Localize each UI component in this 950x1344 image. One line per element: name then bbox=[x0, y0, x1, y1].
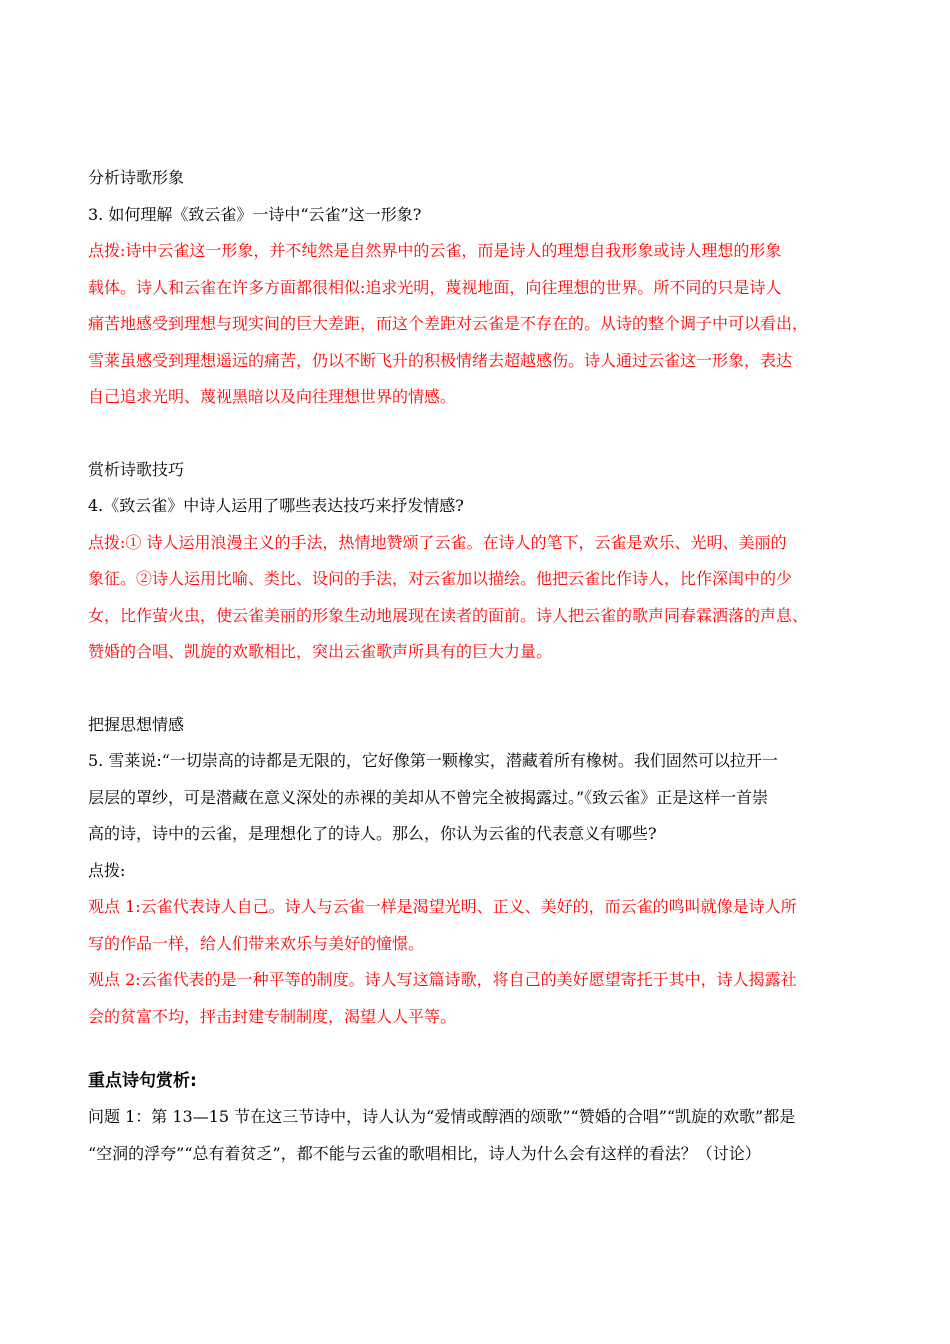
answer-line: 点拨:诗中云雀这一形象，并不纯然是自然界中的云雀，而是诗人的理想自我形象或诗人理想的形象 bbox=[88, 241, 782, 260]
answer-line: 女，比作萤火虫，使云雀美丽的形象生动地展现在读者的面前。诗人把云雀的歌声同春霖洒落的声息、 bbox=[88, 605, 809, 625]
question-text: 3. 如何理解《致云雀》一诗中“云雀”这一形象? bbox=[88, 204, 422, 224]
spacer bbox=[88, 671, 868, 707]
answer-line: 雪莱虽感受到理想遥远的痛苦，仍以不断飞升的积极情绪去超越感伤。诗人通过云雀这一形象，表达 bbox=[88, 350, 793, 370]
answer-line: 赞婚的合唱、凯旋的欢歌相比，突出云雀歌声所具有的巨大力量。 bbox=[88, 642, 553, 661]
question-line: 层层的罩纱，可是潜藏在意义深处的赤裸的美却从不曾完全被揭露过。”《致云雀》正是这样一首崇 bbox=[88, 787, 769, 807]
hint-label: 点拨: bbox=[88, 860, 126, 880]
section-heading: 分析诗歌形象 bbox=[88, 168, 185, 187]
question-line: “空洞的浮夸”“总有着贫乏”，都不能与云雀的歌唱相比，诗人为什么会有这样的看法？（讨论） bbox=[88, 1143, 761, 1163]
viewpoint-1-line: 写的作品一样，给人们带来欢乐与美好的憧憬。 bbox=[88, 933, 425, 953]
viewpoint-2-line: 观点 2:云雀代表的是一种平等的制度。诗人写这篇诗歌，将自己的美好愿望寄托于其中，诗人揭露社 bbox=[88, 970, 797, 989]
question-line: 5. 雪莱说:“一切崇高的诗都是无限的，它好像第一颗橡实，潜藏着所有橡树。我们固然可以拉开一 bbox=[88, 751, 778, 770]
question-line: 问题 1：第 13—15 节在这三节诗中，诗人认为“爱情或醇酒的颂歌”“赞婚的合唱”“凯旋的欢歌”都是 bbox=[88, 1107, 796, 1126]
viewpoint-1-line: 观点 1:云雀代表诗人自己。诗人与云雀一样是渴望光明、正义、美好的，而云雀的鸣叫就像是诗人所 bbox=[88, 897, 797, 916]
key-lines-heading: 重点诗句赏析: bbox=[88, 1071, 197, 1091]
section-analyze-image bbox=[88, 160, 868, 416]
answer-line: 载体。诗人和云雀在许多方面都很相似:追求光明，蔑视地面，向往理想的世界。所不同的只是诗人 bbox=[88, 277, 782, 297]
spacer bbox=[88, 1035, 868, 1063]
answer-line: 自己追求光明、蔑视黑暗以及向往理想世界的情感。 bbox=[88, 387, 457, 406]
answer-line: 点拨:① 诗人运用浪漫主义的手法，热情地赞颂了云雀。在诗人的笔下，云雀是欢乐、光明、美丽的 bbox=[88, 532, 787, 552]
section-key-lines bbox=[88, 1063, 868, 1172]
section-heading: 赏析诗歌技巧 bbox=[88, 459, 185, 479]
section-appreciate-technique bbox=[88, 452, 868, 671]
answer-line: 象征。②诗人运用比喻、类比、设问的手法，对云雀加以描绘。他把云雀比作诗人，比作深闺中的少 bbox=[88, 569, 793, 588]
answer-line: 痛苦地感受到理想与现实间的巨大差距，而这个差距对云雀是不存在的。从诗的整个调子中可以看出， bbox=[88, 314, 809, 333]
spacer bbox=[88, 416, 868, 452]
section-grasp-emotion bbox=[88, 707, 868, 1036]
question-text: 4.《致云雀》中诗人运用了哪些表达技巧来抒发情感? bbox=[88, 496, 464, 515]
viewpoint-2-line: 会的贫富不均，抨击封建专制制度，渴望人人平等。 bbox=[88, 1006, 457, 1026]
question-line: 高的诗，诗中的云雀，是理想化了的诗人。那么，你认为云雀的代表意义有哪些? bbox=[88, 824, 657, 843]
document-content bbox=[88, 160, 868, 1172]
section-heading: 把握思想情感 bbox=[88, 714, 185, 734]
